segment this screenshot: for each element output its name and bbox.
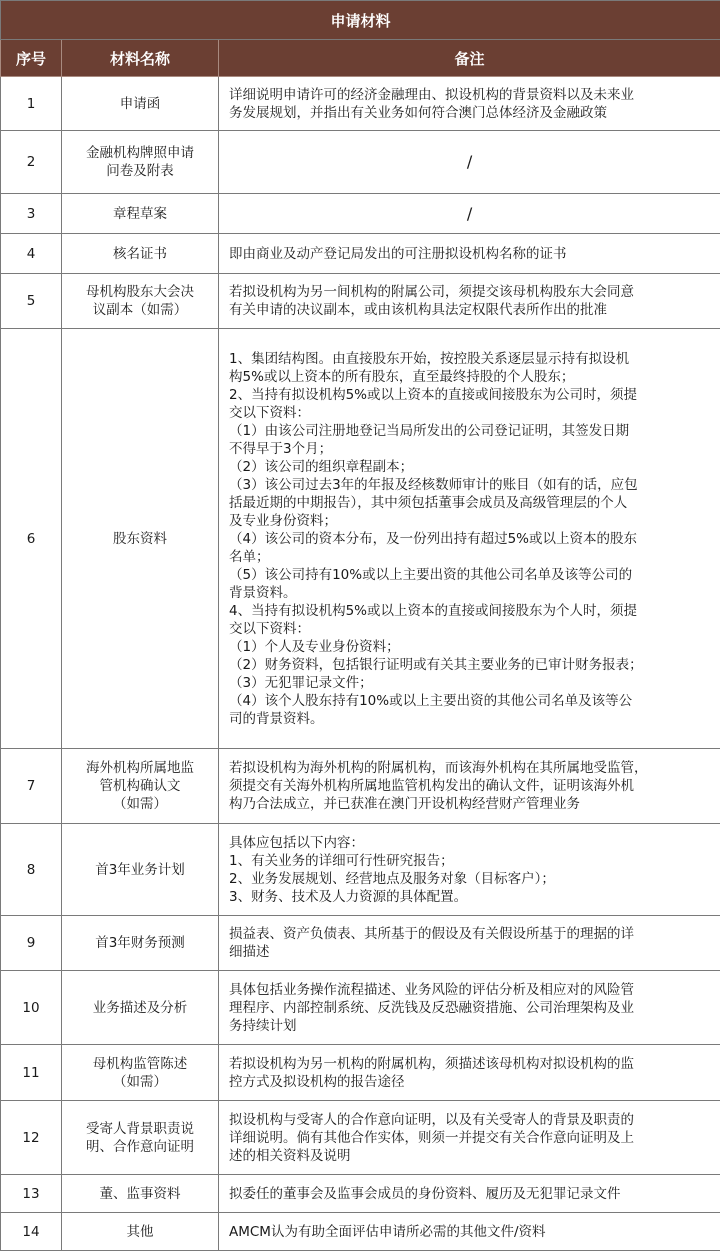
header-name: 材料名称 (62, 40, 219, 77)
row-name: 母机构监管陈述 （如需） (62, 1045, 219, 1101)
row-num: 14 (1, 1213, 62, 1251)
row-note: AMCM认为有助全面评估申请所必需的其他文件/资料 (219, 1213, 720, 1251)
table-row (1, 1045, 720, 1101)
row-num: 11 (1, 1045, 62, 1101)
row-name: 海外机构所属地监 管机构确认文 （如需） (62, 749, 219, 824)
table-row (1, 916, 720, 971)
row-note: 详细说明申请许可的经济金融理由、拟设机构的背景资料以及未来业 务发展规划，并指出有关业务如何符合澳门总体经济及金融政策 (219, 77, 720, 131)
row-note: 若拟设机构为另一机构的附属机构，须描述该母机构对拟设机构的监 控方式及拟设机构的报告途径 (219, 1045, 720, 1101)
table-row (1, 1213, 720, 1251)
row-num: 2 (1, 131, 62, 194)
row-num: 7 (1, 749, 62, 824)
row-note: 具体应包括以下内容： 1、有关业务的详细可行性研究报告； 2、业务发展规划、经营地点及服务对象（目标客户）； 3、财务、技术及人力资源的具体配置。 (219, 824, 720, 916)
header-num: 序号 (1, 40, 62, 77)
row-note: 具体包括业务操作流程描述、业务风险的评估分析及相应对的风险管 理程序、内部控制系统、反洗钱及反恐融资措施、公司治理架构及业 务持续计划 (219, 971, 720, 1045)
row-name: 核名证书 (62, 234, 219, 274)
row-num: 12 (1, 1101, 62, 1175)
row-num: 9 (1, 916, 62, 971)
row-name: 受寄人背景职责说 明、合作意向证明 (62, 1101, 219, 1175)
row-name: 金融机构牌照申请 问卷及附表 (62, 131, 219, 194)
table-row (1, 77, 720, 131)
table-row (1, 234, 720, 274)
row-num: 10 (1, 971, 62, 1045)
row-name: 股东资料 (62, 329, 219, 749)
table-row (1, 329, 720, 749)
table-row (1, 274, 720, 329)
row-name: 章程草案 (62, 194, 219, 234)
row-num: 8 (1, 824, 62, 916)
row-num: 13 (1, 1175, 62, 1213)
table-title-row (1, 1, 720, 40)
row-name: 其他 (62, 1213, 219, 1251)
table-row (1, 971, 720, 1045)
header-note: 备注 (219, 40, 720, 77)
row-note: 拟委任的董事会及监事会成员的身份资料、履历及无犯罪记录文件 (219, 1175, 720, 1213)
table-row (1, 1101, 720, 1175)
row-num: 4 (1, 234, 62, 274)
table-header-row (1, 40, 720, 77)
row-num: 5 (1, 274, 62, 329)
table-row (1, 194, 720, 234)
row-name: 董、监事资料 (62, 1175, 219, 1213)
row-name: 业务描述及分析 (62, 971, 219, 1045)
table-row (1, 1175, 720, 1213)
row-note: 若拟设机构为另一间机构的附属公司，须提交该母机构股东大会同意 有关申请的决议副本，或由该机构具法定权限代表所作出的批准 (219, 274, 720, 329)
table-title: 申请材料 (1, 1, 720, 40)
table-row (1, 824, 720, 916)
row-note: 拟设机构与受寄人的合作意向证明，以及有关受寄人的背景及职责的 详细说明。倘有其他合作实体，则须一并提交有关合作意向证明及上 述的相关资料及说明 (219, 1101, 720, 1175)
row-note: 损益表、资产负债表、其所基于的假设及有关假设所基于的理据的详 细描述 (219, 916, 720, 971)
row-num: 3 (1, 194, 62, 234)
row-name: 母机构股东大会决 议副本（如需） (62, 274, 219, 329)
row-note: 1、集团结构图。由直接股东开始，按控股关系逐层显示持有拟设机 构5%或以上资本的所有股东，直至最终持股的个人股东； 2、当持有拟设机构5%或以上资本的直接或间接股东为公司时，须提 交以下资料： （1）由该公司注册地登记当局所发出的公司登记证明，其签发日期 不得早于3个月； （2）该公司的组织章程副本； （3）该公司过去3年的年报及经核数师审计的账目（如有的话，应包 括最近期的中期报告），其中须包括董事会成员及高级管理层的个人 及专业身份资料； （4）该公司的资本分布，及一份列出持有超过5%或以上资本的股东 名单； （5）该公司持有10%或以上主要出资的其他公司名单及该等公司的 背景资料。 4、当持有拟设机构5%或以上资本的直接或间接股东为个人时，须提 交以下资料： （1）个人及专业身份资料； （2）财务资料，包括银行证明或有关其主要业务的已审计财务报表； （3）无犯罪记录文件； （4）该个人股东持有10%或以上主要出资的其他公司名单及该等公 司的背景资料。 (219, 329, 720, 749)
table-row (1, 749, 720, 824)
row-name: 首3年财务预测 (62, 916, 219, 971)
row-name: 首3年业务计划 (62, 824, 219, 916)
row-note: 即由商业及动产登记局发出的可注册拟设机构名称的证书 (219, 234, 720, 274)
row-note: / (219, 194, 720, 234)
row-name: 申请函 (62, 77, 219, 131)
row-num: 6 (1, 329, 62, 749)
table-row (1, 131, 720, 194)
row-note: 若拟设机构为海外机构的附属机构，而该海外机构在其所属地受监管， 须提交有关海外机构所属地监管机构发出的确认文件，证明该海外机 构乃合法成立，并已获准在澳门开设机构经营财产管理业务 (219, 749, 720, 824)
row-note: / (219, 131, 720, 194)
row-num: 1 (1, 77, 62, 131)
